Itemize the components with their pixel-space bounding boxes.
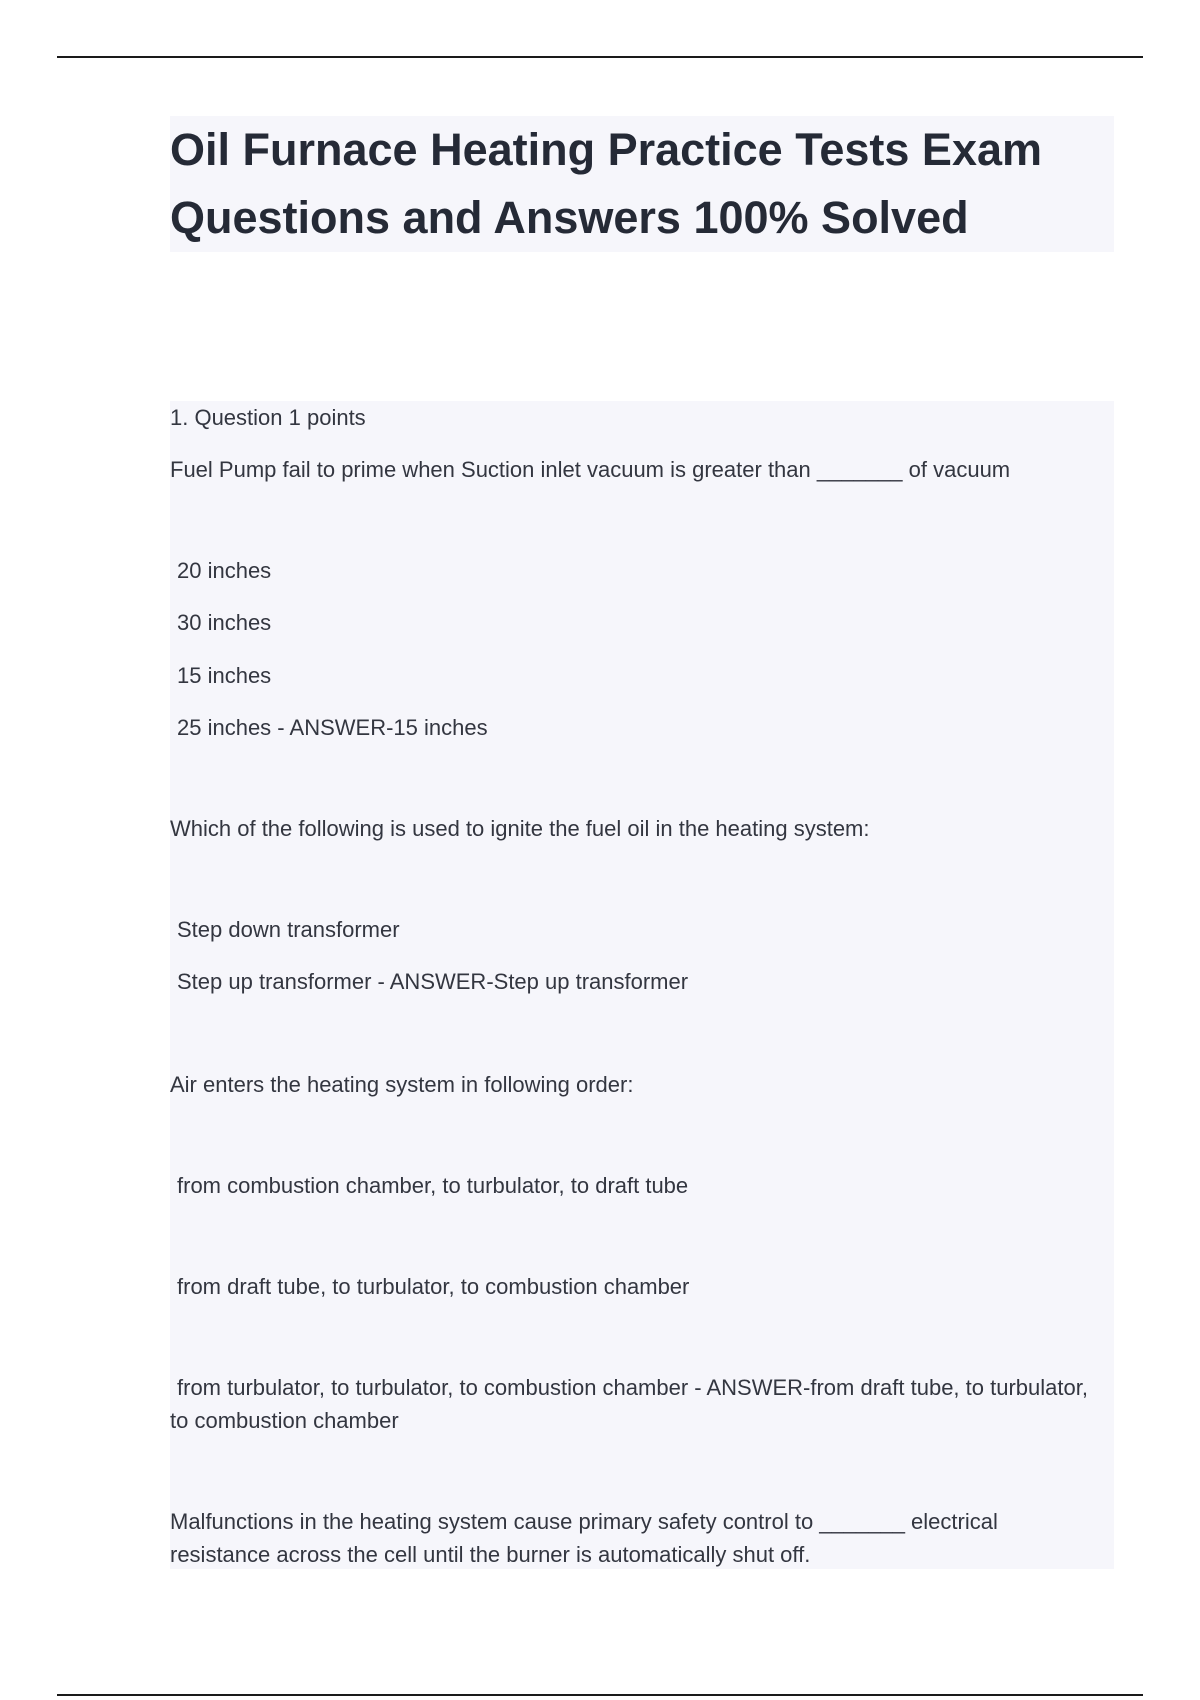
question-2-text: Which of the following is used to ignite the fuel oil in the heating system: bbox=[170, 816, 870, 841]
question-3-option: from combustion chamber, to turbulator, to draft tube bbox=[177, 1173, 689, 1198]
question-1-option-answer: 25 inches - ANSWER-15 inches bbox=[177, 715, 488, 740]
question-3-text: Air enters the heating system in following order: bbox=[170, 1072, 634, 1097]
question-1-option: 15 inches bbox=[177, 663, 272, 688]
content-block bbox=[170, 401, 1114, 1569]
question-2-option-answer: Step up transformer - ANSWER-Step up transformer bbox=[177, 969, 689, 994]
document-title: Oil Furnace Heating Practice Tests Exam Questions and Answers 100% Solved bbox=[170, 124, 1043, 243]
question-1-option: 20 inches bbox=[177, 558, 272, 583]
question-3-option-answer: from turbulator, to turbulator, to combustion chamber - ANSWER-from draft tube, to turbulator, to combustion chamber bbox=[170, 1375, 1088, 1433]
question-4-text: Malfunctions in the heating system cause primary safety control to _______ electrical resistance across the cell until the burner is automatically shut off. bbox=[170, 1509, 998, 1567]
question-1-text: Fuel Pump fail to prime when Suction inlet vacuum is greater than _______ of vacuum bbox=[170, 457, 1011, 482]
bottom-rule bbox=[57, 1694, 1143, 1696]
question-2-option: Step down transformer bbox=[177, 917, 400, 942]
question-1-option: 30 inches bbox=[177, 610, 272, 635]
top-rule bbox=[57, 56, 1143, 58]
title-block bbox=[170, 116, 1114, 252]
question-1-header: 1. Question 1 points bbox=[170, 405, 366, 430]
question-3-option: from draft tube, to turbulator, to combustion chamber bbox=[177, 1274, 690, 1299]
